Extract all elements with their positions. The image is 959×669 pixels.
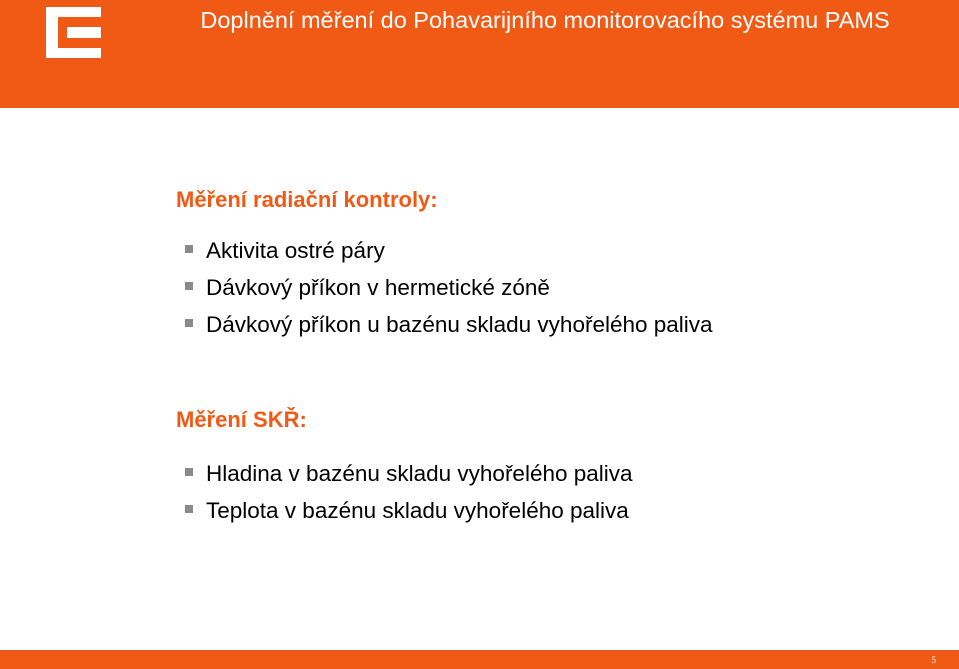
skr-bullet-list bbox=[184, 455, 633, 529]
slide-header bbox=[0, 0, 959, 108]
section-heading-skr: Měření SKŘ: bbox=[176, 407, 307, 432]
slide-footer bbox=[0, 650, 959, 669]
list-item-text: Hladina v bazénu skladu vyhořelého paliva bbox=[206, 461, 633, 486]
list-item-text: Aktivita ostré páry bbox=[206, 238, 385, 263]
square-bullet-icon bbox=[185, 319, 193, 327]
square-bullet-icon bbox=[185, 468, 193, 476]
cez-logo-icon bbox=[46, 7, 101, 58]
square-bullet-icon bbox=[185, 282, 193, 290]
list-item bbox=[184, 306, 713, 343]
square-bullet-icon bbox=[185, 245, 193, 253]
list-item bbox=[184, 492, 633, 529]
section-heading-radiation: Měření radiační kontroly: bbox=[176, 187, 438, 212]
list-item bbox=[184, 455, 633, 492]
list-item-text: Dávkový příkon v hermetické zóně bbox=[206, 275, 550, 300]
radiation-bullet-list bbox=[184, 232, 713, 343]
square-bullet-icon bbox=[185, 505, 193, 513]
list-item-text: Dávkový příkon u bazénu skladu vyhořelého paliva bbox=[206, 312, 713, 337]
list-item bbox=[184, 232, 713, 269]
slide-title: Doplnění měření do Pohavarijního monitorovacího systému PAMS bbox=[200, 7, 890, 33]
list-item-text: Teplota v bazénu skladu vyhořelého paliva bbox=[206, 498, 629, 523]
page-number: 5 bbox=[931, 655, 936, 665]
list-item bbox=[184, 269, 713, 306]
